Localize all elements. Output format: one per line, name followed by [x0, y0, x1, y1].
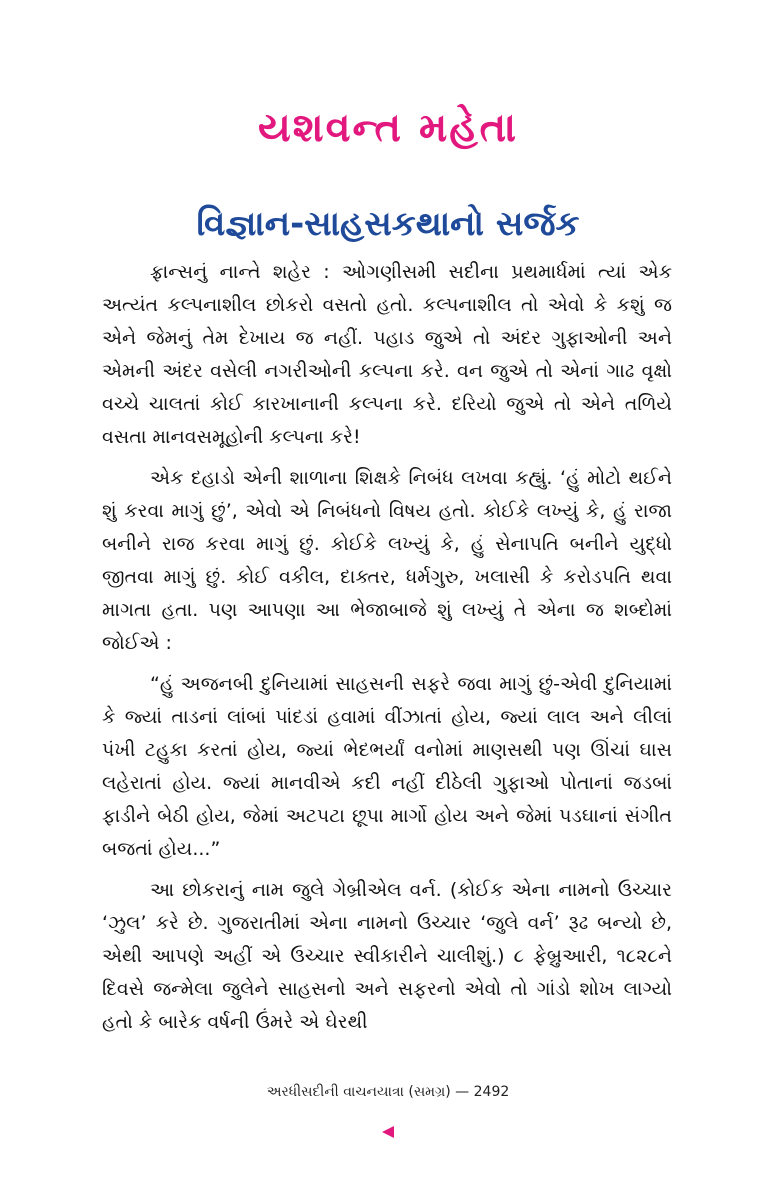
article-title: વિજ્ઞાન-સાહસકથાનો સર્જક: [196, 204, 580, 244]
paragraph-2: એક દહાડો એની શાળાના શિક્ષકે નિબંધ લખવા કહ્યું. ‘હું મોટો થઈને શું કરવા માગું છું’, એવો એ નિબંધનો વિષય હતો. કોઈકે લખ્યું કે, હું રાજા બનીને રાજ કરવા માગું છું. કોઈકે લખ્યું કે, હું સેનાપતિ બનીને યુદ્ધો જીતવા માગું છું. કોઈ વકીલ, દાક્તર, ધર્મગુરુ, ખલાસી કે કરોડપતિ થવા માગતા હતા. પણ આપણા આ ભેજાબાજે શું લખ્યું તે એના જ શબ્દોમાં જોઈએ :: [102, 467, 672, 654]
author-name: યશવન્ત મહેતા: [257, 105, 518, 151]
previous-page-button[interactable]: [376, 1122, 400, 1142]
paragraph-4: આ છોકરાનું નામ જુલે ગેબ્રીએલ વર્ન. (કોઈક એના નામનો ઉચ્ચાર ‘ઝુલ’ કરે છે. ગુજરાતીમાં એના નામનો ઉચ્ચાર ‘જુલે વર્ન’ રૂઢ બન્યો છે, એથી આપણે અહીં એ ઉચ્ચાર સ્વીકારીને ચાલીશું.) ૮ ફેબ્રુઆરી, ૧૮૨૮ને દિવસે જન્મેલા જુલેને સાહસનો અને સફરનો એવો તો ગાંડો શોખ લાગ્યો હતો કે બારેક વર્ષની ઉંમરે એ ઘેરથી: [102, 879, 672, 1033]
paragraph-quote: “હું અજનબી દુનિયામાં સાહસની સફરે જવા માગું છું-એવી દુનિયામાં કે જ્યાં તાડનાં લાંબાં પાંદડાં હવામાં વીંઝાતાં હોય, જ્યાં લાલ અને લીલાં પંખી ટહુકા કરતાં હોય, જ્યાં ભેદભર્યાં વનોમાં માણસથી પણ ઊંચાં ઘાસ લહેરાતાં હોય. જ્યાં માનવીએ કદી નહીં દીઠેલી ગુફાઓ પોતાનાં જડબાં ફાડીને બેઠી હોય, જેમાં અટપટા છૂપા માર્ગો હોય અને જેમાં પડઘાનાં સંગીત બજતાં હોય...”: [102, 673, 672, 860]
article-body: [102, 256, 672, 1047]
triangle-left-icon: [380, 1124, 396, 1140]
page-footer: અરધીસદીની વાચનયાત્રા (સમગ્ર) — 2492: [266, 1084, 510, 1100]
paragraph-1: ફ્રાન્સનું નાન્તે શહેર : ઓગણીસમી સદીના પ્રથમાર્ધમાં ત્યાં એક અત્યંત કલ્પનાશીલ છોકરો વસતો હતો. કલ્પનાશીલ તો એવો કે કશું જ એને જેમનું તેમ દેખાય જ નહીં. પહાડ જુએ તો અંદર ગુફાઓની અને એમની અંદર વસેલી નગરીઓની કલ્પના કરે. વન જુએ તો એનાં ગાઢ વૃક્ષો વચ્ચે ચાલતાં કોઈ કારખાનાની કલ્પના કરે. દરિયો જુએ તો એને તળિયે વસતા માનવસમૂહોની કલ્પના કરે!: [102, 261, 672, 448]
